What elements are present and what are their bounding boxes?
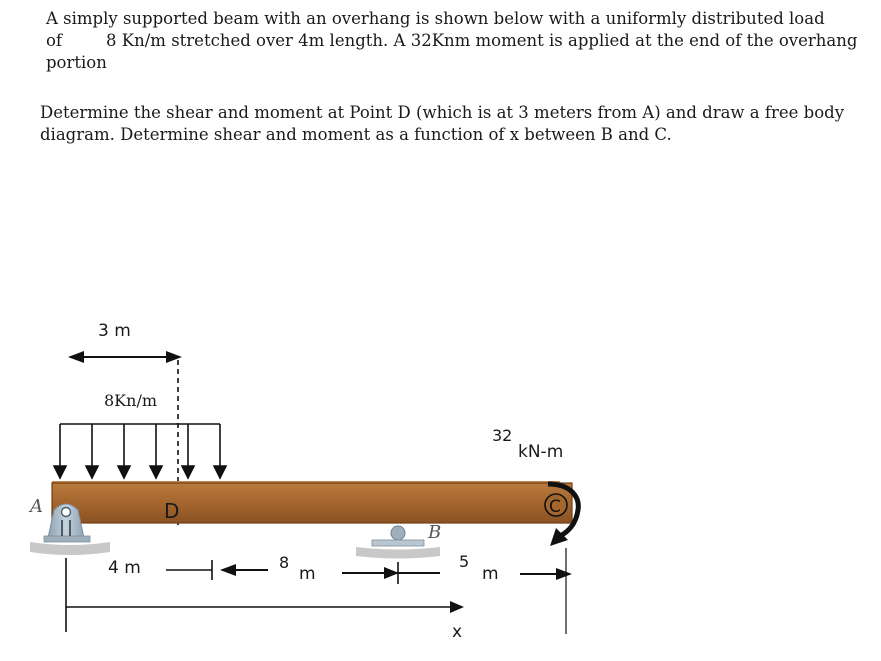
dim-arrow-left-8m bbox=[220, 564, 268, 576]
question-line1: Determine the shear and moment at Point D (which is at 3 meters from A) and draw a free body bbox=[40, 103, 845, 122]
point-d-label: D bbox=[164, 499, 180, 523]
dim-arrow-right-5m bbox=[520, 548, 572, 634]
beam bbox=[52, 481, 572, 523]
moment-value: 32 bbox=[492, 426, 513, 445]
dim-unit-5m: m bbox=[482, 564, 499, 584]
dim-label-3m: 3 m bbox=[98, 321, 131, 341]
x-axis-label: x bbox=[452, 622, 463, 642]
dim-line-8m-right bbox=[342, 562, 440, 584]
dim-label-4m: 4 m bbox=[108, 558, 141, 578]
problem-line1: A simply supported beam with an overhang is shown below with a uniformly distributed load bbox=[46, 9, 825, 28]
dim-num-8: 8 bbox=[279, 553, 290, 572]
dim-unit-8m: m bbox=[299, 564, 316, 584]
question-line2: diagram. Determine shear and moment as a function of x between B and C. bbox=[40, 125, 672, 144]
dim-arrow-3m bbox=[68, 351, 182, 363]
point-a-label: A bbox=[30, 496, 43, 517]
distributed-load bbox=[54, 424, 226, 478]
moment-unit: kN-m bbox=[518, 442, 564, 462]
dim-line-4m-right bbox=[166, 560, 212, 580]
problem-line3: portion bbox=[46, 53, 107, 72]
problem-line2-start: of bbox=[46, 31, 63, 50]
point-c-label: C bbox=[549, 497, 561, 517]
load-label: 8Kn/m bbox=[104, 391, 157, 410]
problem-line2-rest: 8 Kn/m stretched over 4m length. A 32Knm moment is applied at the end of the overhang bbox=[106, 31, 858, 50]
dim-num-5: 5 bbox=[459, 552, 470, 571]
point-b-label: B bbox=[428, 522, 442, 543]
